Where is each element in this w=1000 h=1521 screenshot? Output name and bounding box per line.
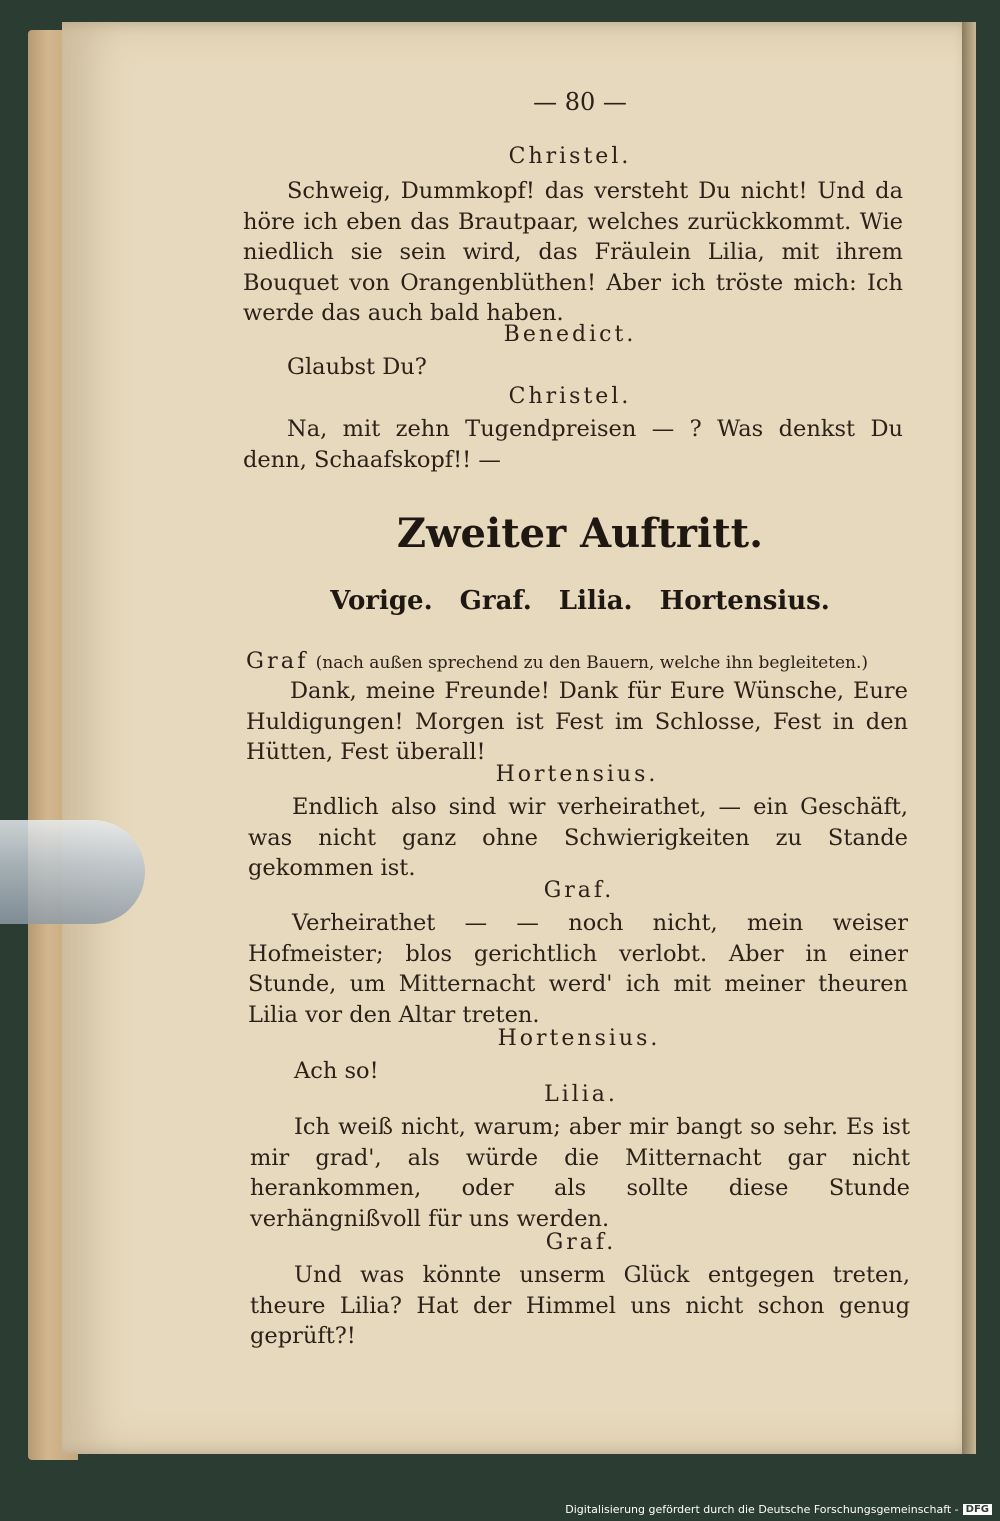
scene-cast: Vorige. Graf. Lilia. Hortensius. — [330, 586, 830, 616]
dialogue-hortensius-2: Ach so! — [294, 1058, 379, 1084]
speaker-hortensius-2: Hortensius. — [497, 1026, 661, 1051]
speaker-hortensius: Hortensius. — [495, 762, 659, 787]
dialogue-benedict: Glaubst Du? — [287, 354, 427, 380]
speaker-lilia: Lilia. — [544, 1082, 618, 1107]
dialogue-lilia: Ich weiß nicht, warum; aber mir bangt so sehr. Es ist mir grad', als würde die Mitternacht gar nicht herankommen, oder als sollte diese Stunde verhängnißvoll für uns werden. — [250, 1114, 910, 1232]
dialogue-christel-1: Schweig, Dummkopf! das versteht Du nicht! Und da höre ich eben das Brautpaar, welches zurückkommt. Wie niedlich sie sein wird, das Fräulein Lilia, mit ihrem Bouquet von Orangenblüthen! Aber ich tröste mich: Ich werde das auch bald haben. — [243, 178, 903, 326]
page-turn-handle[interactable] — [0, 820, 145, 924]
stage-direction: (nach außen sprechend zu den Bauern, welche ihn begleiteten.) — [315, 653, 869, 673]
speaker-christel-2: Christel. — [508, 384, 632, 409]
speaker-graf-3: Graf. — [545, 1230, 617, 1255]
page-number: — 80 — — [533, 88, 627, 116]
speaker-graf-2: Graf. — [543, 878, 615, 903]
speaker-graf: Graf — [246, 648, 309, 674]
dialogue-graf-3: Und was könnte unserm Glück entgegen treten, theure Lilia? Hat der Himmel uns nicht schon genug geprüft?! — [250, 1262, 910, 1349]
book-spine-edge — [962, 22, 976, 1454]
scene-title: Zweiter Auftritt. — [396, 510, 764, 557]
footer-text: Digitalisierung gefördert durch die Deutsche Forschungsgemeinschaft - — [565, 1503, 959, 1516]
dfg-logo: DFG — [963, 1504, 992, 1515]
dialogue-hortensius-1: Endlich also sind wir verheirathet, — ein Geschäft, was nicht ganz ohne Schwierigkeiten zu Stande gekommen ist. — [248, 794, 908, 881]
dfg-footer — [565, 1503, 992, 1516]
dialogue-graf-2: Verheirathet — — noch nicht, mein weiser Hofmeister; blos gerichtlich verlobt. Aber in einer Stunde, um Mitternacht werd' ich mit meiner theuren Lilia vor den Altar treten. — [248, 910, 908, 1028]
dialogue-christel-2: Na, mit zehn Tugendpreisen — ? Was denkst Du denn, Schaafskopf!! — — [243, 416, 903, 473]
graf-line-header — [246, 646, 908, 679]
dialogue-graf-1: Dank, meine Freunde! Dank für Eure Wünsche, Eure Huldigungen! Morgen ist Fest im Schlosse, Fest in den Hütten, Fest überall! — [246, 678, 908, 765]
speaker-christel: Christel. — [508, 144, 632, 169]
speaker-benedict: Benedict. — [503, 322, 637, 347]
